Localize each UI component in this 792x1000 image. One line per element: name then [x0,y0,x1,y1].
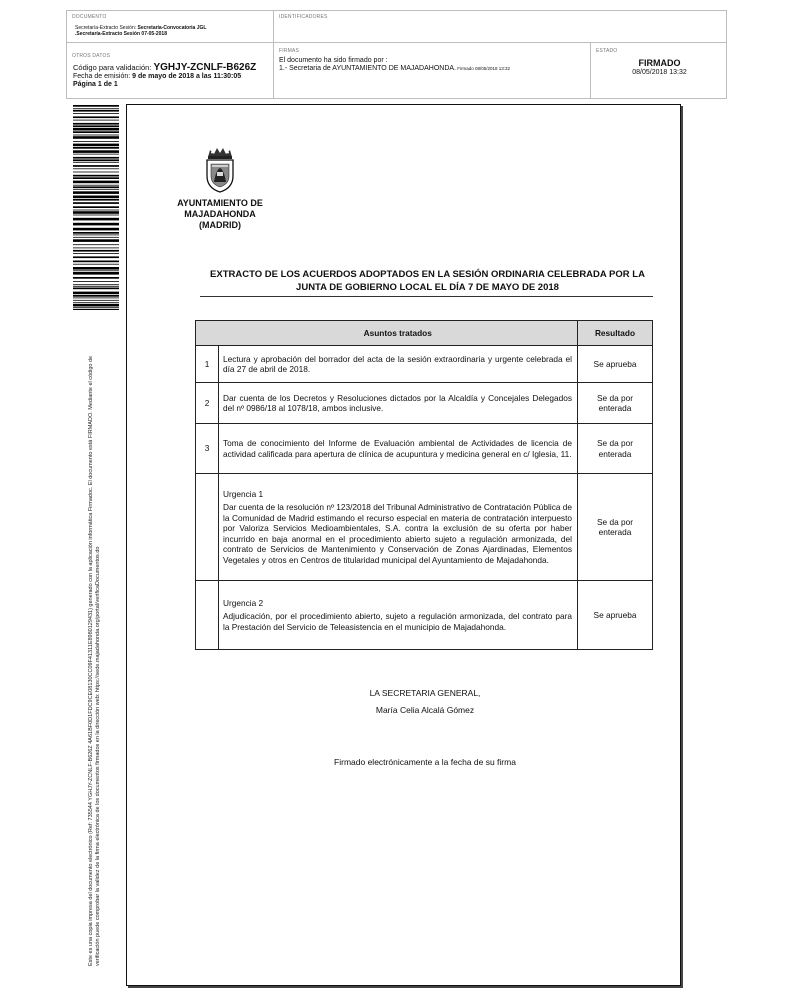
barcode-bar [73,261,119,263]
table-header-row [196,321,653,346]
header-documento-box [66,10,274,43]
row-result: Se da por enterada [578,474,653,581]
barcode-bar [73,277,119,279]
barcode-bar [73,267,119,270]
header-asuntos: Asuntos tratados [219,321,578,346]
barcode-bar [73,250,119,252]
barcode-bar [73,232,119,234]
barcode-bar [73,144,119,147]
barcode-bar [73,272,119,275]
barcode-bar [73,159,119,161]
letterhead [160,198,280,231]
row-description [219,581,578,650]
barcode-bar [73,210,119,211]
header-identificadores-box [273,10,727,43]
barcode-bar [73,165,119,167]
barcode-bar [73,281,119,282]
documento-line2: .Secretaría-Extracto Sesión 07-05-2018 [75,31,167,37]
letterhead-line2: MAJADAHONDA [184,209,256,219]
row-text: Adjudicación, por el procedimiento abierto, sujeto a regulación armonizada, del contrato para la Prestación del Servicio de Teleasistencia en el municipio de Majadahonda. [223,611,572,632]
row-number [196,474,219,581]
header-resultado: Resultado [578,321,653,346]
header-estado-box [590,42,727,99]
status-badge: FIRMADO [638,58,681,68]
barcode-bar [73,202,119,204]
table-row [196,346,653,383]
barcode-bar [73,286,119,287]
barcode-bar [73,150,119,153]
row-result: Se aprueba [578,346,653,383]
barcode-bar [73,223,119,226]
identificadores-label: IDENTIFICADORES [279,14,328,20]
documento-line1-bold: Secretaría-Convocatoria JGL [137,25,207,31]
row-heading: Urgencia 2 [223,597,264,608]
barcode-bar [73,295,119,297]
barcode-bar [73,298,119,299]
barcode-bar [73,292,119,295]
barcode-bar [73,175,119,177]
side-text-line2: verificación puede comprobar la validez de la firma electrónica de los documentos firmados en la dirección web: https://sede.majadahonda.org/portal/verificaDocumentos.do [95,546,101,966]
row-description [219,474,578,581]
title-line2: JUNTA DE GOBIERNO LOCAL EL DÍA 7 DE MAYO DE 2018 [296,282,559,293]
issue-date-line [73,73,241,80]
table-row [196,474,653,581]
barcode-bar [73,248,119,249]
barcode-bar [73,110,119,112]
barcode-bar [73,206,119,208]
barcode-bar [73,125,119,127]
letterhead-line3: (MADRID) [199,220,241,230]
barcode-bar [73,189,119,190]
barcode-bar [73,300,119,301]
otros-label: OTROS DATOS [72,53,111,59]
row-number: 2 [196,383,219,424]
table-row [196,383,653,424]
barcode-bar [73,270,119,271]
barcode-bar [73,199,119,201]
row-number: 1 [196,346,219,383]
barcode-bar [73,172,119,173]
barcode-bar [73,181,119,184]
row-result: Se da por enterada [578,383,653,424]
barcode-bar [73,211,119,214]
barcode-bar [73,284,119,285]
barcode-bar [73,128,119,131]
agenda-table [195,320,653,650]
barcode-bar [73,244,119,245]
barcode-bar [73,215,119,216]
barcode-bar [73,186,119,188]
row-text: Dar cuenta de la resolución nº 123/2018 del Tribunal Administrativo de Contratación Pública de la Comunidad de Madrid estimando el recurso especial en materia de contratación interpuesto por Valoriza Servicios Medioambientales, S.A. contra la exclusión de su oferta por haber incurrido en baja anormal en el procedimiento abierto sujeto a regulación armonizada, del contrato de Servicios de Mantenimiento y Conservación de Zonas Ajardinadas, Elementos Vegetales y otros en Centros de titularidad municipal del Ayuntamiento de Majadahonda. [223,502,572,565]
firmas-signer: 1.- Secretaria de AYUNTAMIENTO DE MAJADAHONDA. [279,65,456,72]
document-title [200,268,655,294]
firmas-line2 [279,65,510,72]
barcode-bar [73,123,119,125]
estado-label: ESTADO [596,48,618,54]
verification-side-text [88,306,102,966]
header-firmas-box [273,42,591,99]
barcode-bar [73,154,119,155]
letterhead-line1: AYUNTAMIENTO DE [177,198,263,208]
barcode-bar [73,302,119,303]
barcode-bar [73,264,119,265]
header-number-cell [196,321,219,346]
barcode-bar [73,113,119,114]
barcode-bar [73,235,119,236]
validation-code-prefix: Código para validación: [73,63,154,72]
header-otros-box [66,42,274,99]
barcode-bar [73,147,119,149]
barcode-bar [73,185,119,186]
validation-code: YGHJY-ZCNLF-B626Z [153,62,257,73]
row-result: Se aprueba [578,581,653,650]
barcode-bar [73,136,119,139]
barcode-bar [73,105,119,107]
signatory-name: María Celia Alcalá Gómez [375,705,475,715]
validation-code-line [73,62,256,73]
barcode-bar [73,256,119,258]
table-row [196,424,653,474]
barcode-bar [73,288,119,290]
coat-of-arms-icon [200,146,240,194]
barcode-bar [73,239,119,242]
barcode-bar [73,218,119,221]
barcode-bar [73,162,119,163]
barcode-bar [73,135,119,136]
barcode-bar [73,228,119,231]
row-number: 3 [196,424,219,474]
firmas-label: FIRMAS [279,48,300,54]
row-number [196,581,219,650]
barcode-bar [73,157,119,159]
side-text-line1: Este es una copia impresa del documento electrónico (Ref: 735544 YGHJY-ZCNLF-B626Z 4A61BF0D1FDC9CE08130CC09F41311E8980129431) generado con la aplicación informática Firmadoc. El documento está FIRMADO. Mediante el código de [88,355,94,966]
title-line1: EXTRACTO DE LOS ACUERDOS ADOPTADOS EN LA SESIÓN ORDINARIA CELEBRADA POR LA [210,269,645,280]
issue-date: 9 de mayo de 2018 a las 11:30:05 [132,73,242,80]
row-description: Lectura y aprobación del borrador del acta de la sesión extraordinaria y urgente celebrada el día 27 de abril de 2018. [219,346,578,383]
row-description: Dar cuenta de los Decretos y Resoluciones dictados por la Alcaldía y Concejales Delegados del nº 0986/18 al 1078/18, ambos inclusive. [219,383,578,424]
title-underline [200,296,653,297]
row-description: Toma de conocimiento del Informe de Evaluación ambiental de Actividades de licencia de actividad calificada para apertura de clínica de acupuntura y medicina general en c/ Iglesia, 11. [219,424,578,474]
electronic-signature-note: Firmado electrónicamente a la fecha de su firma [334,757,516,767]
barcode-bar [73,120,119,121]
barcode-bar [73,108,119,109]
barcode [73,105,119,310]
barcode-bar [73,253,119,254]
barcode-bar [73,168,119,169]
barcode-bar [73,141,119,142]
firmas-signed-date: Firmado 08/05/2018 13:32 [456,66,511,71]
barcode-bar [73,237,119,238]
barcode-bar [73,131,119,133]
row-result: Se da por enterada [578,424,653,474]
barcode-bar [73,191,119,194]
documento-label: DOCUMENTO [72,14,107,20]
barcode-bar [73,177,119,179]
table-row [196,581,653,650]
firmas-line1: El documento ha sido firmado por : [279,57,388,64]
page-count: Página 1 de 1 [73,81,118,88]
status-date: 08/05/2018 13:32 [632,69,687,76]
signatory-role: LA SECRETARIA GENERAL, [369,688,481,698]
issue-date-prefix: Fecha de emisión: [73,73,133,80]
barcode-bar [73,116,119,118]
barcode-bar [73,196,119,199]
documento-line1-prefix: Secretaría-Extracto Sesión: [75,25,138,31]
row-heading: Urgencia 1 [223,488,264,499]
